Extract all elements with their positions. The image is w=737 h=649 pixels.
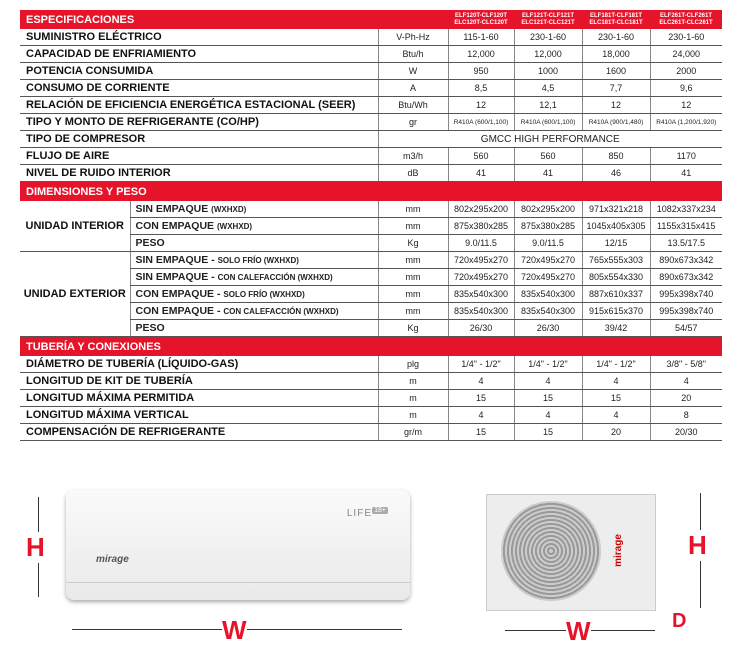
fan-icon	[501, 501, 601, 601]
spec-value: 41	[448, 165, 514, 182]
dim-value: 890x673x342	[650, 269, 722, 286]
spec-row	[20, 114, 722, 131]
pipe-value: 15	[514, 424, 582, 441]
dim-value: 1155x315x415	[650, 218, 722, 235]
dim-value: 995x398x740	[650, 286, 722, 303]
dim-value: 887x610x337	[582, 286, 650, 303]
spec-value: 560	[514, 148, 582, 165]
section-header	[20, 10, 722, 29]
dim-label: PESO	[130, 235, 378, 252]
spec-value: 41	[514, 165, 582, 182]
pipe-value: 15	[448, 390, 514, 407]
spec-value: 850	[582, 148, 650, 165]
unit-group-label: UNIDAD EXTERIOR	[20, 252, 130, 337]
dim-value: 13.5/17.5	[650, 235, 722, 252]
pipe-value: 15	[448, 424, 514, 441]
pipe-unit: plg	[378, 356, 448, 373]
pipe-row	[20, 407, 722, 424]
pipe-value: 20	[582, 424, 650, 441]
spec-row	[20, 29, 722, 46]
spec-table	[20, 10, 722, 441]
pipe-row	[20, 390, 722, 407]
spec-row	[20, 148, 722, 165]
spec-label: TIPO Y MONTO DE REFRIGERANTE (CO/HP)	[20, 114, 378, 131]
outdoor-unit-image	[486, 494, 656, 611]
pipe-unit: m	[378, 373, 448, 390]
pipe-value: 15	[582, 390, 650, 407]
width-label-outdoor: W	[566, 616, 591, 646]
spec-value: 12	[582, 97, 650, 114]
dim-value: 26/30	[448, 320, 514, 337]
pipe-value: 15	[514, 390, 582, 407]
pipe-value: 4	[582, 373, 650, 390]
dim-value: 915x615x370	[582, 303, 650, 320]
dim-value: 890x673x342	[650, 252, 722, 269]
pipe-value: 4	[448, 407, 514, 424]
spec-row	[20, 131, 722, 148]
spec-value: 4,5	[514, 80, 582, 97]
spec-value: 8,5	[448, 80, 514, 97]
dim-label: SIN EMPAQUE - SOLO FRÍO (WXHXD)	[130, 252, 378, 269]
spec-row	[20, 63, 722, 80]
spec-label: POTENCIA CONSUMIDA	[20, 63, 378, 80]
model-header: ELF181T-CLF181T ELC181T-CLC181T	[582, 10, 650, 29]
spec-value: 950	[448, 63, 514, 80]
dim-unit: mm	[378, 303, 448, 320]
spec-value: 41	[650, 165, 722, 182]
spec-unit: V-Ph-Hz	[378, 29, 448, 46]
spec-unit: A	[378, 80, 448, 97]
dim-label: PESO	[130, 320, 378, 337]
spec-value: 1600	[582, 63, 650, 80]
dim-unit: mm	[378, 286, 448, 303]
dim-value: 26/30	[514, 320, 582, 337]
spec-label: RELACIÓN DE EFICIENCIA ENERGÉTICA ESTACIONAL (SEER)	[20, 97, 378, 114]
spec-value: 12,1	[514, 97, 582, 114]
dim-value: 835x540x300	[448, 303, 514, 320]
dim-value: 835x540x300	[448, 286, 514, 303]
section-title: ESPECIFICACIONES	[20, 10, 448, 29]
dim-value: 720x495x270	[448, 252, 514, 269]
spec-value: 12,000	[514, 46, 582, 63]
pipe-unit: m	[378, 390, 448, 407]
pipe-value: 1/4" - 1/2"	[448, 356, 514, 373]
dim-value: 875x380x285	[514, 218, 582, 235]
spec-label: FLUJO DE AIRE	[20, 148, 378, 165]
dim-value: 835x540x300	[514, 286, 582, 303]
spec-value: 1170	[650, 148, 722, 165]
dim-value: 805x554x330	[582, 269, 650, 286]
dim-value: 875x380x285	[448, 218, 514, 235]
life-logo: LIFE	[346, 508, 372, 519]
section-title: DIMENSIONES Y PESO	[20, 182, 722, 202]
pipe-value: 4	[650, 373, 722, 390]
spec-row	[20, 80, 722, 97]
spec-unit: gr	[378, 114, 448, 131]
spec-value: 1000	[514, 63, 582, 80]
dim-value: 802x295x200	[448, 201, 514, 218]
life-badge: 18+	[374, 507, 386, 514]
model-header: ELF261T-CLF261T ELC261T-CLC261T	[650, 10, 722, 29]
spec-value: 46	[582, 165, 650, 182]
pipe-label: LONGITUD DE KIT DE TUBERÍA	[20, 373, 378, 390]
pipe-value: 1/4" - 1/2"	[514, 356, 582, 373]
spec-value: 2000	[650, 63, 722, 80]
pipe-label: LONGITUD MÁXIMA VERTICAL	[20, 407, 378, 424]
pipe-value: 8	[650, 407, 722, 424]
spec-label: NIVEL DE RUIDO INTERIOR	[20, 165, 378, 182]
pipe-unit: gr/m	[378, 424, 448, 441]
pipe-value: 4	[514, 407, 582, 424]
spec-row	[20, 46, 722, 63]
dim-unit: mm	[378, 218, 448, 235]
dim-unit: Kg	[378, 235, 448, 252]
dim-value: 995x398x740	[650, 303, 722, 320]
dim-value: 971x321x218	[582, 201, 650, 218]
dim-value: 720x495x270	[514, 252, 582, 269]
spec-label: CAPACIDAD DE ENFRIAMIENTO	[20, 46, 378, 63]
spec-value: 12,000	[448, 46, 514, 63]
height-label: H	[26, 532, 45, 562]
spec-value: 7,7	[582, 80, 650, 97]
dim-value: 835x540x300	[514, 303, 582, 320]
dim-label: CON EMPAQUE (WXHXD)	[130, 218, 378, 235]
pipe-value: 4	[448, 373, 514, 390]
dim-label: SIN EMPAQUE (WXHXD)	[130, 201, 378, 218]
dim-value: 39/42	[582, 320, 650, 337]
width-label: W	[222, 615, 247, 645]
unit-group-label: UNIDAD INTERIOR	[20, 201, 130, 252]
spec-value: R410A (600/1,100)	[448, 114, 514, 131]
dim-value: 765x555x303	[582, 252, 650, 269]
dim-unit: mm	[378, 269, 448, 286]
spec-unit: dB	[378, 165, 448, 182]
pipe-value: 3/8" - 5/8"	[650, 356, 722, 373]
spec-value: R410A (600/1,100)	[514, 114, 582, 131]
dim-unit: mm	[378, 201, 448, 218]
spec-unit: Btu/h	[378, 46, 448, 63]
pipe-value: 1/4" - 1/2"	[582, 356, 650, 373]
pipe-unit: m	[378, 407, 448, 424]
brand-logo: mirage	[96, 554, 129, 565]
dim-value: 720x495x270	[448, 269, 514, 286]
spec-value: 230-1-60	[514, 29, 582, 46]
spec-label: CONSUMO DE CORRIENTE	[20, 80, 378, 97]
pipe-label: LONGITUD MÁXIMA PERMITIDA	[20, 390, 378, 407]
spec-value: 560	[448, 148, 514, 165]
spec-unit: m3/h	[378, 148, 448, 165]
spec-label: TIPO DE COMPRESOR	[20, 131, 378, 148]
spec-merged-value: GMCC HIGH PERFORMANCE	[378, 131, 722, 148]
pipe-label: DIÁMETRO DE TUBERÍA (LÍQUIDO-GAS)	[20, 356, 378, 373]
spec-value: 9,6	[650, 80, 722, 97]
spec-value: 12	[448, 97, 514, 114]
spec-value: 115-1-60	[448, 29, 514, 46]
dim-value: 1045x405x305	[582, 218, 650, 235]
spec-value: R410A (1,200/1,920)	[650, 114, 722, 131]
dim-value: 720x495x270	[514, 269, 582, 286]
pipe-value: 20/30	[650, 424, 722, 441]
height-label-outdoor: H	[688, 530, 707, 560]
dim-row	[20, 252, 722, 269]
pipe-label: COMPENSACIÓN DE REFRIGERANTE	[20, 424, 378, 441]
dim-unit: mm	[378, 252, 448, 269]
dim-value: 9.0/11.5	[514, 235, 582, 252]
pipe-row	[20, 373, 722, 390]
pipe-row	[20, 424, 722, 441]
dim-row	[20, 201, 722, 218]
spec-value: 12	[650, 97, 722, 114]
spec-unit: W	[378, 63, 448, 80]
model-header: ELF120T-CLF120T ELC120T-CLC120T	[448, 10, 514, 29]
pipe-row	[20, 356, 722, 373]
brand-logo-outdoor: mirage	[612, 534, 624, 567]
dim-label: SIN EMPAQUE - CON CALEFACCIÓN (WXHXD)	[130, 269, 378, 286]
pipe-value: 4	[514, 373, 582, 390]
dim-label: CON EMPAQUE - SOLO FRÍO (WXHXD)	[130, 286, 378, 303]
dim-value: 1082x337x234	[650, 201, 722, 218]
spec-value: 230-1-60	[650, 29, 722, 46]
dim-value: 12/15	[582, 235, 650, 252]
spec-value: 230-1-60	[582, 29, 650, 46]
spec-value: 24,000	[650, 46, 722, 63]
spec-unit: Btu/Wh	[378, 97, 448, 114]
dim-unit: Kg	[378, 320, 448, 337]
pipe-value: 4	[582, 407, 650, 424]
spec-row	[20, 165, 722, 182]
indoor-unit-image	[66, 490, 410, 600]
spec-row	[20, 97, 722, 114]
dim-value: 9.0/11.5	[448, 235, 514, 252]
section-title: TUBERÍA Y CONEXIONES	[20, 337, 722, 357]
depth-label: D	[672, 610, 687, 632]
pipe-value: 20	[650, 390, 722, 407]
spec-value: R410A (900/1,480)	[582, 114, 650, 131]
dim-value: 54/57	[650, 320, 722, 337]
spec-label: SUMINISTRO ELÉCTRICO	[20, 29, 378, 46]
spec-value: 18,000	[582, 46, 650, 63]
dim-label: CON EMPAQUE - CON CALEFACCIÓN (WXHXD)	[130, 303, 378, 320]
dim-value: 802x295x200	[514, 201, 582, 218]
model-header: ELF121T-CLF121T ELC121T-CLC121T	[514, 10, 582, 29]
